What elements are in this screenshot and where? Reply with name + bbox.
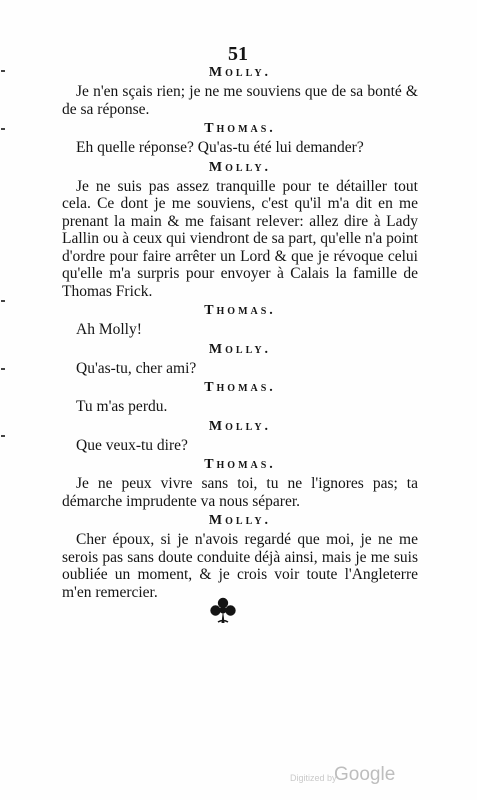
speech-paragraph: Je ne suis pas assez tranquille pour te détailler tout cela. Ce dont je me souviens, c'est qu'il m'a dit en me prenant la main & me faisant relever: allez dire à Lady Lallin ou à ceux qui viendront de sa part, qu'elle n'a point d'ordre pour faire arrêter un Lord & que je révoque celui qu'elle m'a surpris pour envoyer à Calais la famille de Thomas Frick.: [62, 177, 418, 300]
speech-paragraph: Qu'as-tu, cher ami?: [76, 359, 197, 377]
speaker-name: Molly.: [208, 159, 272, 175]
speech-paragraph: Je ne peux vivre sans toi, tu ne l'ignores pas; ta démarche imprudente va nous séparer.: [62, 475, 418, 510]
speech-paragraph: Cher époux, si je n'avois regardé que moi, je ne me serois pas sans doute conduite déjà ainsi, mais je me suis oubliée un moment, & je crois voir toute l'Angleterre m'en remercier.: [62, 531, 418, 601]
speaker-name: Thomas.: [204, 380, 276, 395]
edge-mark: [1, 128, 5, 130]
edge-mark: [1, 300, 5, 302]
speaker-name: Molly.: [208, 65, 272, 80]
speech-paragraph: Tu m'as perdu.: [76, 398, 168, 415]
speaker-name: Thomas.: [204, 303, 276, 318]
page-edge-marks: [0, 0, 6, 800]
speaker-name: Molly.: [208, 341, 272, 357]
edge-mark: [1, 70, 5, 72]
watermark-brand: Google: [334, 764, 396, 785]
speech-paragraph: Que veux-tu dire?: [76, 436, 188, 454]
speaker-name: Thomas.: [204, 121, 276, 136]
speaker-name: Molly.: [208, 513, 272, 528]
speech-paragraph: Ah Molly!: [76, 321, 142, 338]
dialogue-text: [62, 63, 418, 602]
speaker-name: Thomas.: [204, 457, 276, 472]
speaker-name: Molly.: [208, 418, 272, 434]
page-number: 51: [228, 43, 248, 65]
speech-paragraph: Je n'en sçais rien; je ne me souviens que de sa bonté & de sa réponse.: [62, 83, 418, 118]
watermark-prefix: Digitized by: [290, 773, 337, 783]
fleuron-trefoil-icon: [208, 596, 238, 626]
edge-mark: [1, 435, 5, 437]
edge-mark: [1, 368, 5, 370]
digitized-watermark: [290, 764, 440, 788]
speech-paragraph: Eh quelle réponse? Qu'as-tu été lui demander?: [76, 139, 364, 156]
